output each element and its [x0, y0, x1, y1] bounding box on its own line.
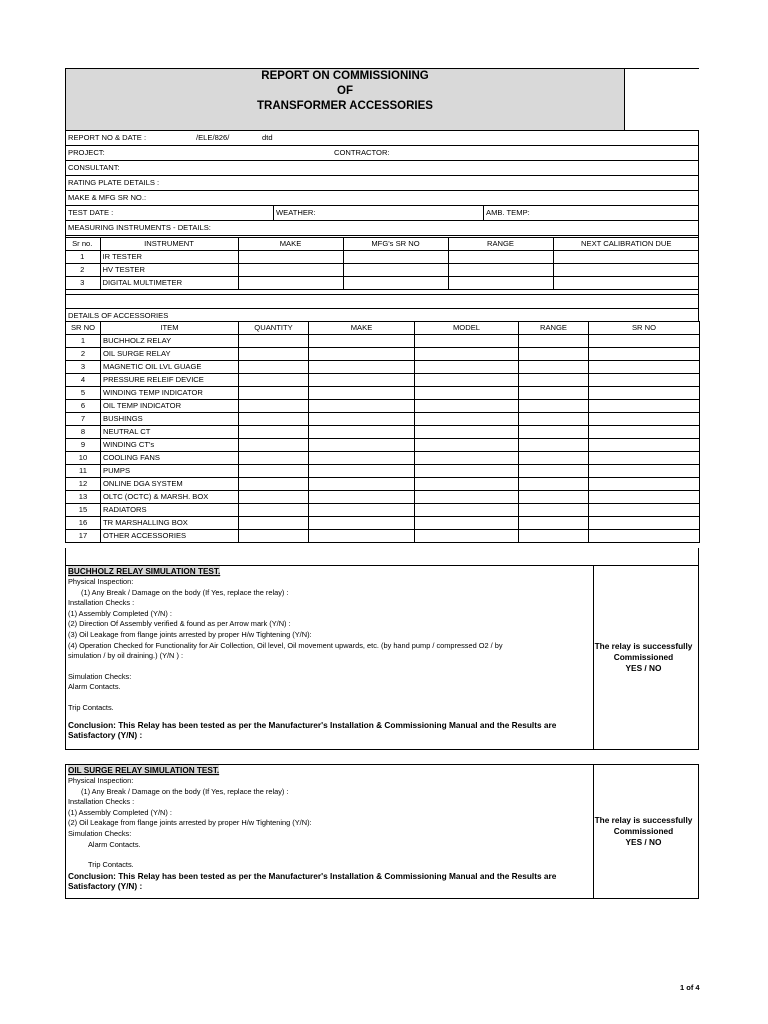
- accessory-field-cell: [239, 465, 309, 478]
- accessory-item: PRESSURE RELEIF DEVICE: [101, 374, 239, 387]
- accessory-sr-no: 11: [66, 465, 101, 478]
- accessory-field-cell: [415, 387, 519, 400]
- accessory-item: WINDING TEMP INDICATOR: [101, 387, 239, 400]
- accessory-sr-no: 3: [66, 361, 101, 374]
- buchholz-simulation-label: Simulation Checks:: [68, 671, 132, 681]
- instrument-make-cell: [238, 264, 343, 277]
- table-row: [65, 264, 699, 277]
- rating-plate-row: [65, 176, 699, 191]
- instrument-sr-no: 3: [65, 277, 100, 290]
- accessory-sr-no: 7: [66, 413, 101, 426]
- accessory-sr-no: 17: [66, 530, 101, 543]
- accessory-field-cell: [519, 517, 589, 530]
- accessory-field-cell: [309, 478, 415, 491]
- buchholz-physical-label: Physical Inspection:: [68, 577, 134, 586]
- table-row: [66, 465, 700, 478]
- measuring-instruments-label: MEASURING INSTRUMENTS - DETAILS:: [68, 223, 211, 232]
- oil-surge-check-2: (2) Oil Leakage from flange joints arrested by proper H/w Tightening (Y/N):: [68, 818, 312, 828]
- instruments-header: MFG's SR NO: [343, 238, 448, 251]
- accessory-field-cell: [309, 413, 415, 426]
- accessory-field-cell: [415, 400, 519, 413]
- report-no-label: REPORT NO & DATE :: [68, 133, 147, 142]
- table-row: [66, 530, 700, 543]
- consultant-row: [65, 161, 699, 176]
- instrument-sr-no: 1: [65, 251, 100, 264]
- accessory-field-cell: [309, 361, 415, 374]
- report-title-line1: REPORT ON COMMISSIONING: [261, 70, 429, 82]
- test-date-label: TEST DATE :: [68, 208, 114, 217]
- instrument-mfg-cell: [343, 264, 448, 277]
- instrument-mfg-cell: [343, 277, 448, 290]
- oil-surge-installation-label: Installation Checks :: [68, 797, 135, 807]
- project-row: [65, 146, 699, 161]
- accessory-field-cell: [415, 335, 519, 348]
- buchholz-status-line1: The relay is successfully: [594, 641, 693, 651]
- accessory-field-cell: [519, 413, 589, 426]
- table-row: [65, 251, 699, 264]
- buchholz-trip-label: Trip Contacts.: [68, 702, 114, 712]
- accessory-field-cell: [239, 504, 309, 517]
- table-row: [66, 400, 700, 413]
- accessory-field-cell: [589, 530, 700, 543]
- accessory-field-cell: [239, 361, 309, 374]
- accessory-field-cell: [589, 504, 700, 517]
- accessory-item: PUMPS: [101, 465, 239, 478]
- accessory-field-cell: [589, 439, 700, 452]
- accessory-field-cell: [415, 413, 519, 426]
- instruments-header: RANGE: [448, 238, 553, 251]
- accessory-item: COOLING FANS: [101, 452, 239, 465]
- accessory-field-cell: [309, 530, 415, 543]
- buchholz-installation-label: Installation Checks :: [68, 598, 135, 608]
- instruments-header-row: [65, 238, 699, 251]
- consultant-label: CONSULTANT:: [68, 163, 120, 172]
- accessory-field-cell: [519, 400, 589, 413]
- accessory-field-cell: [239, 400, 309, 413]
- accessory-item: OIL TEMP INDICATOR: [101, 400, 239, 413]
- accessory-field-cell: [415, 361, 519, 374]
- accessory-field-cell: [309, 335, 415, 348]
- buchholz-status: [589, 566, 698, 749]
- accessory-field-cell: [309, 400, 415, 413]
- accessory-field-cell: [309, 491, 415, 504]
- accessory-field-cell: [519, 426, 589, 439]
- accessories-header: MAKE: [309, 322, 415, 335]
- accessory-field-cell: [519, 465, 589, 478]
- page-number: 1 of 4: [680, 983, 700, 992]
- accessory-field-cell: [519, 348, 589, 361]
- accessory-sr-no: 1: [66, 335, 101, 348]
- buchholz-check-2: (2) Direction Of Assembly verified & found as per Arrow mark (Y/N) :: [68, 619, 291, 629]
- instruments-header: MAKE: [238, 238, 343, 251]
- accessory-field-cell: [239, 348, 309, 361]
- accessory-field-cell: [589, 400, 700, 413]
- accessory-sr-no: 9: [66, 439, 101, 452]
- accessory-sr-no: 2: [66, 348, 101, 361]
- accessory-field-cell: [239, 517, 309, 530]
- instrument-name: IR TESTER: [100, 251, 238, 264]
- accessory-sr-no: 8: [66, 426, 101, 439]
- oil-surge-status-yes-no: YES / NO: [625, 837, 662, 847]
- accessory-item: MAGNETIC OIL LVL GUAGE: [101, 361, 239, 374]
- instrument-range-cell: [448, 277, 553, 290]
- oil-surge-alarm-label: Alarm Contacts.: [88, 839, 141, 849]
- oil-surge-section: [65, 764, 699, 899]
- accessory-sr-no: 4: [66, 374, 101, 387]
- accessory-field-cell: [415, 374, 519, 387]
- oil-surge-simulation-label: Simulation Checks:: [68, 828, 132, 838]
- accessory-field-cell: [415, 478, 519, 491]
- report-title-block: [65, 68, 699, 130]
- buchholz-check-4-cont: simulation / by oil draining.) (Y/N ) :: [68, 651, 184, 661]
- accessory-field-cell: [589, 452, 700, 465]
- table-row: [66, 387, 700, 400]
- table-row: [66, 517, 700, 530]
- contractor-label: CONTRACTOR:: [334, 148, 390, 157]
- accessory-field-cell: [519, 491, 589, 504]
- instrument-mfg-cell: [343, 251, 448, 264]
- measuring-instruments-row: [65, 221, 699, 236]
- accessory-sr-no: 16: [66, 517, 101, 530]
- accessory-field-cell: [239, 387, 309, 400]
- buchholz-checklist: [66, 566, 594, 749]
- instrument-make-cell: [238, 277, 343, 290]
- instruments-header: INSTRUMENT: [100, 238, 238, 251]
- instruments-header: NEXT CALIBRATION DUE: [553, 238, 699, 251]
- accessory-field-cell: [519, 335, 589, 348]
- accessory-field-cell: [239, 335, 309, 348]
- oil-surge-status: [589, 765, 698, 898]
- accessory-item: OIL SURGE RELAY: [101, 348, 239, 361]
- accessories-header: MODEL: [415, 322, 519, 335]
- accessories-header: SR NO: [66, 322, 101, 335]
- accessory-field-cell: [239, 426, 309, 439]
- accessory-field-cell: [239, 452, 309, 465]
- buchholz-check-4: (4) Operation Checked for Functionality for Air Collection, Oil level, Oil movement upwards, etc. (by hand pump / compressed O2 / by: [68, 640, 503, 650]
- instruments-header: Sr no.: [65, 238, 100, 251]
- accessories-header: RANGE: [519, 322, 589, 335]
- report-title-line2: OF: [337, 85, 353, 97]
- accessory-item: ONLINE DGA SYSTEM: [101, 478, 239, 491]
- accessories-table: [65, 321, 700, 543]
- accessory-field-cell: [589, 413, 700, 426]
- accessory-field-cell: [589, 426, 700, 439]
- accessory-field-cell: [239, 491, 309, 504]
- accessory-sr-no: 5: [66, 387, 101, 400]
- buchholz-status-yes-no: YES / NO: [625, 663, 662, 673]
- report-no-value: /ELE/826/: [196, 133, 230, 142]
- accessory-field-cell: [309, 452, 415, 465]
- accessory-field-cell: [415, 465, 519, 478]
- buchholz-physical-check: (1) Any Break / Damage on the body (If Yes, replace the relay) :: [81, 587, 289, 597]
- table-row: [66, 361, 700, 374]
- table-row: [66, 335, 700, 348]
- accessory-field-cell: [309, 504, 415, 517]
- accessories-label: DETAILS OF ACCESSORIES: [68, 311, 169, 320]
- oil-surge-checklist: [66, 765, 594, 898]
- oil-surge-status-line1: The relay is successfully: [594, 815, 693, 825]
- accessory-field-cell: [239, 530, 309, 543]
- accessory-field-cell: [519, 361, 589, 374]
- accessory-item: BUSHINGS: [101, 413, 239, 426]
- instrument-sr-no: 2: [65, 264, 100, 277]
- table-row: [66, 504, 700, 517]
- table-row: [66, 374, 700, 387]
- table-row: [66, 452, 700, 465]
- accessory-item: BUCHHOLZ RELAY: [101, 335, 239, 348]
- table-row: [66, 439, 700, 452]
- rating-plate-label: RATING PLATE DETAILS :: [68, 178, 160, 187]
- report-no-row: [65, 130, 699, 146]
- accessory-field-cell: [309, 387, 415, 400]
- accessory-field-cell: [309, 426, 415, 439]
- accessory-field-cell: [415, 517, 519, 530]
- accessory-field-cell: [415, 348, 519, 361]
- report-title-line3: TRANSFORMER ACCESSORIES: [257, 100, 433, 112]
- accessory-field-cell: [415, 426, 519, 439]
- accessory-item: OLTC (OCTC) & MARSH. BOX: [101, 491, 239, 504]
- accessory-field-cell: [239, 478, 309, 491]
- accessory-item: WINDING CT's: [101, 439, 239, 452]
- oil-surge-check-1: (1) Assembly Completed (Y/N) :: [68, 807, 172, 817]
- buchholz-section: [65, 565, 699, 750]
- buchholz-check-3: (3) Oil Leakage from flange joints arrested by proper H/w Tightening (Y/N):: [68, 629, 312, 639]
- accessory-field-cell: [519, 387, 589, 400]
- accessory-item: NEUTRAL CT: [101, 426, 239, 439]
- table-row: [65, 277, 699, 290]
- accessory-field-cell: [239, 439, 309, 452]
- oil-surge-status-line2: Commissioned: [613, 826, 674, 836]
- accessory-item: OTHER ACCESSORIES: [101, 530, 239, 543]
- buchholz-heading: BUCHHOLZ RELAY SIMULATION TEST.: [68, 567, 221, 576]
- accessory-field-cell: [239, 374, 309, 387]
- accessory-sr-no: 12: [66, 478, 101, 491]
- oil-surge-physical-label: Physical Inspection:: [68, 776, 134, 785]
- amb-temp-label: AMB. TEMP:: [486, 208, 530, 217]
- report-date-label: dtd: [262, 133, 273, 142]
- table-row: [66, 491, 700, 504]
- accessory-field-cell: [415, 439, 519, 452]
- accessory-field-cell: [415, 491, 519, 504]
- oil-surge-trip-label: Trip Contacts.: [88, 860, 134, 870]
- instrument-name: HV TESTER: [100, 264, 238, 277]
- make-mfg-row: [65, 191, 699, 206]
- accessory-field-cell: [589, 478, 700, 491]
- table-row: [66, 478, 700, 491]
- accessory-field-cell: [415, 530, 519, 543]
- accessory-field-cell: [239, 413, 309, 426]
- accessory-field-cell: [415, 504, 519, 517]
- buchholz-alarm-label: Alarm Contacts.: [68, 682, 121, 692]
- accessory-field-cell: [589, 465, 700, 478]
- instrument-make-cell: [238, 251, 343, 264]
- table-row: [66, 348, 700, 361]
- table-row: [66, 426, 700, 439]
- accessory-field-cell: [309, 374, 415, 387]
- weather-label: WEATHER:: [276, 208, 316, 217]
- table-row: [66, 413, 700, 426]
- accessory-field-cell: [309, 348, 415, 361]
- accessory-field-cell: [589, 348, 700, 361]
- accessories-header: SR NO: [589, 322, 700, 335]
- oil-surge-physical-check: (1) Any Break / Damage on the body (If Yes, replace the relay) :: [81, 786, 289, 796]
- accessory-field-cell: [309, 465, 415, 478]
- instrument-range-cell: [448, 264, 553, 277]
- accessory-field-cell: [519, 439, 589, 452]
- accessories-header: QUANTITY: [239, 322, 309, 335]
- accessory-item: RADIATORS: [101, 504, 239, 517]
- accessory-sr-no: 6: [66, 400, 101, 413]
- accessory-sr-no: 15: [66, 504, 101, 517]
- accessory-field-cell: [519, 452, 589, 465]
- accessory-field-cell: [519, 530, 589, 543]
- accessories-label-row: [65, 308, 699, 322]
- accessories-header: ITEM: [101, 322, 239, 335]
- accessory-sr-no: 13: [66, 491, 101, 504]
- accessory-field-cell: [589, 517, 700, 530]
- instrument-calibration-cell: [553, 264, 699, 277]
- buchholz-conclusion: Conclusion: This Relay has been tested as per the Manufacturer's Installation & Commissioning Manual and the Results are Satisfactory (Y/N) :: [68, 719, 557, 740]
- accessory-field-cell: [519, 478, 589, 491]
- accessory-field-cell: [309, 439, 415, 452]
- instrument-name: DIGITAL MULTIMETER: [100, 277, 238, 290]
- accessory-field-cell: [589, 361, 700, 374]
- buchholz-status-line2: Commissioned: [613, 652, 674, 662]
- spacer-row: [65, 548, 699, 566]
- buchholz-check-1: (1) Assembly Completed (Y/N) :: [68, 608, 172, 618]
- instrument-calibration-cell: [553, 251, 699, 264]
- instrument-calibration-cell: [553, 277, 699, 290]
- accessory-item: TR MARSHALLING BOX: [101, 517, 239, 530]
- accessories-header-row: [66, 322, 700, 335]
- instruments-table: [65, 237, 699, 290]
- title-side-box: [624, 69, 700, 130]
- oil-surge-heading: OIL SURGE RELAY SIMULATION TEST.: [68, 766, 220, 775]
- accessory-field-cell: [589, 374, 700, 387]
- make-mfg-label: MAKE & MFG SR NO.:: [68, 193, 147, 202]
- accessory-field-cell: [415, 452, 519, 465]
- accessory-field-cell: [519, 504, 589, 517]
- project-label: PROJECT:: [68, 148, 105, 157]
- accessory-field-cell: [589, 387, 700, 400]
- instrument-range-cell: [448, 251, 553, 264]
- accessory-sr-no: 10: [66, 452, 101, 465]
- accessory-field-cell: [309, 517, 415, 530]
- test-date-row: [65, 206, 699, 221]
- accessory-field-cell: [589, 335, 700, 348]
- accessory-field-cell: [589, 491, 700, 504]
- oil-surge-conclusion: Conclusion: This Relay has been tested as per the Manufacturer's Installation & Commissioning Manual and the Results are Satisfactory (Y/N) :: [68, 870, 557, 891]
- accessory-field-cell: [519, 374, 589, 387]
